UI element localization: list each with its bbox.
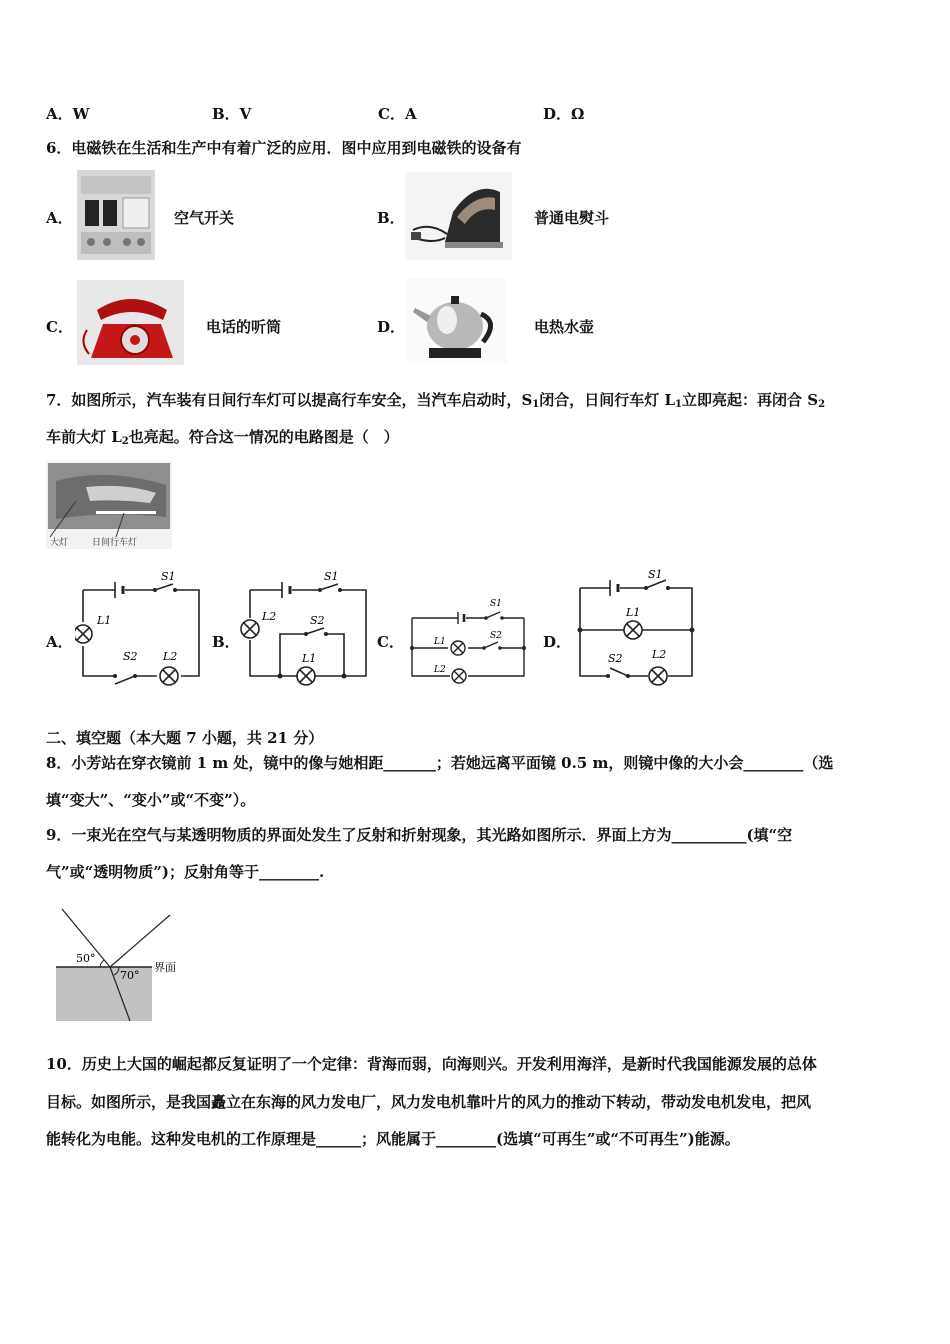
q5-option-a: A．W [46, 105, 90, 123]
interface-label: 界面 [154, 961, 176, 974]
q7-stem-line1: 7．如图所示，汽车装有日间行车灯可以提高行车安全，当汽车启动时，$S_1$闭合，日间行车灯 $L_1$立即亮起：再闭合 $S_2$ [46, 391, 826, 410]
reflected-ray [110, 915, 170, 967]
telephone-image [77, 280, 184, 365]
q10-line3: 能转化为电能。这种发电机的工作原理是______；风能属于________(选填“可再生”或“不可再生”)能源。 [46, 1130, 740, 1148]
q9-line1: 9．一束光在空气与某透明物质的界面处发生了反射和折射现象，其光路如图所示．界面上方为__________(填“空 [46, 826, 793, 844]
telephone-icon [77, 280, 184, 365]
circuit-c [406, 592, 534, 690]
q6-letter-b: B． [377, 209, 405, 227]
circuit-d [572, 566, 702, 690]
q5-option-b: B．V [212, 105, 252, 123]
circuit-c-s2-label: S2 [490, 631, 502, 641]
angle-label-70: 70° [120, 969, 140, 982]
iron-icon [405, 172, 512, 260]
q9-line2: 气”或“透明物质”)；反射角等于________. [46, 863, 325, 881]
kettle-image [407, 278, 507, 364]
q6-label-d: 电热水壶 [534, 318, 595, 336]
circuit-b-s1-label: S1 [324, 570, 339, 583]
circuit-d-s2-label: S2 [608, 652, 623, 665]
q7-circuit-letter-b: B． [212, 633, 240, 651]
q8-line1: 8．小芳站在穿衣镜前 1 m 处，镜中的像与她相距_______；若她远离平面镜 0.5 m，则镜中像的大小会________（选 [46, 754, 834, 772]
car-icon [46, 461, 172, 549]
circuit-d-s1-label: S1 [648, 568, 663, 581]
q7-circuit-letter-a: A． [46, 633, 73, 651]
circuit-a-l1-label: L1 [97, 614, 112, 627]
caption-daytime-light: 日间行车灯 [92, 538, 138, 548]
circuit-c-l2-label: L2 [434, 665, 446, 675]
circuit-a-l2-label: L2 [163, 650, 178, 663]
q8-line2: 填“变大”、“变小”或“不变”）。 [46, 791, 256, 809]
circuit-b-l1-label: L1 [302, 652, 317, 665]
caption-headlight: 大灯 [50, 538, 69, 548]
circuit-a-s2-label: S2 [123, 650, 138, 663]
q6-letter-d: D． [377, 318, 406, 336]
q6-label-c: 电话的听筒 [206, 318, 282, 336]
circuit-c-s1-label: S1 [490, 599, 502, 609]
q6-stem: 6．电磁铁在生活和生产中有着广泛的应用．图中应用到电磁铁的设备有 [46, 139, 522, 157]
circuit-a [75, 568, 207, 690]
iron-image [405, 172, 512, 260]
q6-label-b: 普通电熨斗 [534, 209, 610, 227]
q7-circuit-letter-d: D． [543, 633, 572, 651]
car-lights-image [46, 461, 172, 549]
q5-option-d: D．Ω [543, 105, 585, 123]
q6-label-a: 空气开关 [174, 209, 235, 227]
light-path-diagram [52, 905, 192, 1025]
circuit-d-l2-label: L2 [652, 648, 667, 661]
q10-line1: 10．历史上大国的崛起都反复证明了一个定律：背海而弱，向海则兴。开发利用海洋，是新时代我国能源发展的总体 [46, 1055, 817, 1073]
air-switch-image [77, 170, 155, 260]
q7-stem-line2: 车前大灯 $L_2$也亮起。符合这一情况的电路图是（ ） [46, 428, 399, 447]
q10-line2: 目标。如图所示，是我国矗立在东海的风力发电厂，风力发电机靠叶片的风力的推动下转动，带动发电机发电，把风 [46, 1093, 812, 1111]
q5-option-c: C．A [378, 105, 417, 123]
q6-letter-c: C． [46, 318, 73, 336]
circuit-d-l1-label: L1 [626, 606, 641, 619]
air-switch-icon [77, 170, 155, 260]
kettle-icon [407, 278, 507, 364]
circuit-a-s1-label: S1 [161, 570, 176, 583]
angle-arc-50 [100, 960, 104, 967]
angle-label-50: 50° [76, 952, 96, 965]
circuit-c-l1-label: L1 [434, 637, 446, 647]
circuit-b-s2-label: S2 [310, 614, 325, 627]
circuit-b [240, 568, 372, 690]
q6-letter-a: A． [46, 209, 73, 227]
circuit-b-l2-label: L2 [262, 610, 277, 623]
section-heading: 二、填空题（本大题 7 小题，共 21 分） [46, 729, 324, 747]
q7-circuit-letter-c: C． [377, 633, 404, 651]
